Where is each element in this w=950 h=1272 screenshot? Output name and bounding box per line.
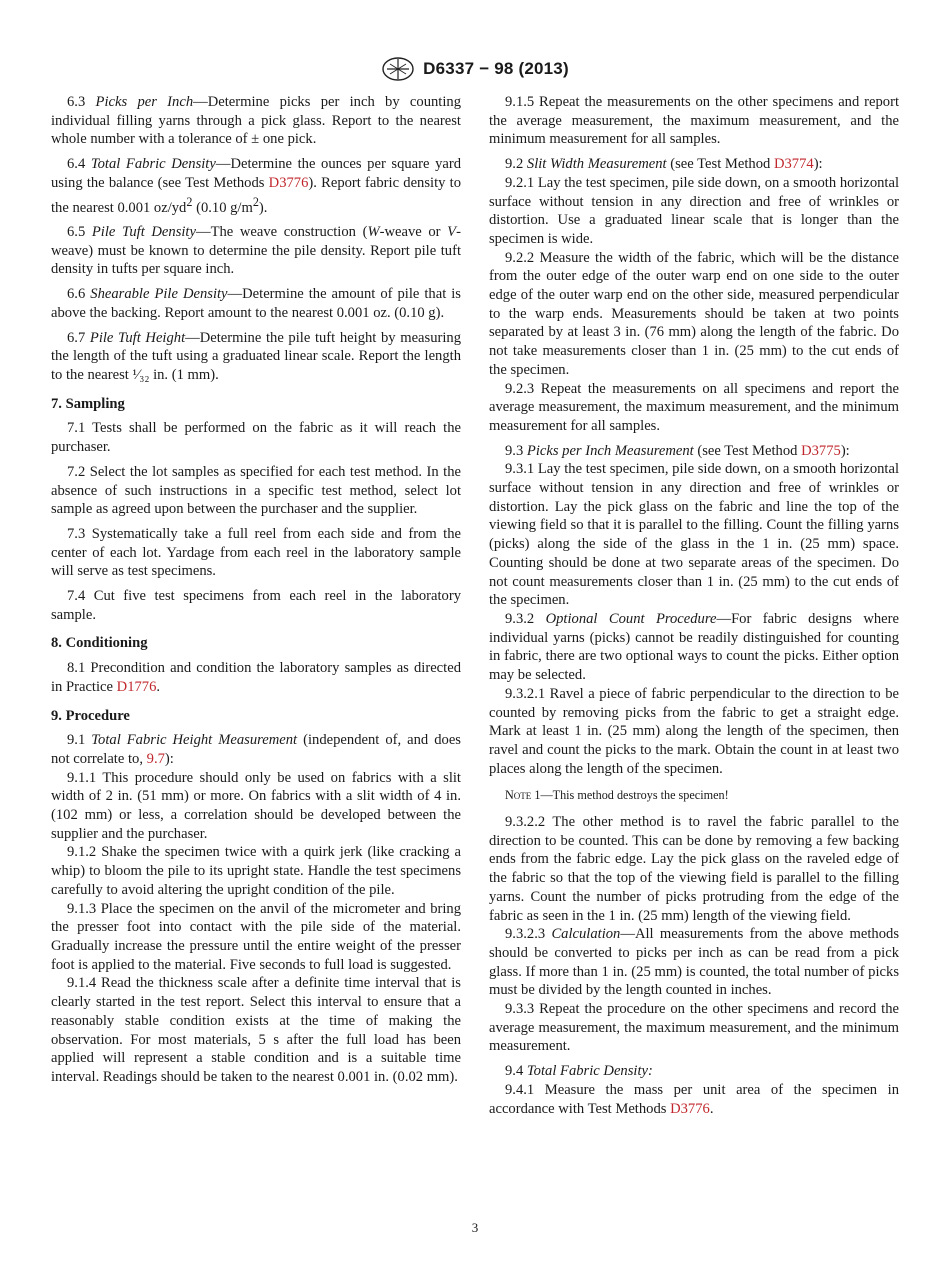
para-8-1: 8.1 Precondition and condition the laboratory samples as directed in Practice D1776. — [51, 660, 461, 695]
para-9-3-2: 9.3.2 Optional Count Procedure—For fabric designs where individual yarns (picks) cannot be readily distinguished for counting in fabric, there are two optional ways to count the picks. Either option may be selected. — [489, 610, 899, 684]
para-9-1-5: 9.1.5 Repeat the measurements on the other specimens and report the average measurement, the maximum measurement, and the minimum measurement for all samples. — [489, 94, 899, 148]
ref-link-d3776[interactable]: D3776 — [268, 174, 309, 191]
section-heading-7: 7. Sampling — [51, 395, 125, 412]
document-id: D6337 − 98 (2013) — [423, 59, 569, 78]
ref-link-d3776-2[interactable]: D3776 — [670, 1100, 710, 1117]
para-9-2: 9.2 Slit Width Measurement (see Test Method D3774): — [505, 156, 823, 173]
note-1: Note 1—This method destroys the specimen! — [505, 788, 729, 803]
ref-link-d3774[interactable]: D3774 — [773, 156, 814, 173]
para-9-1-1: 9.1.1 This procedure should only be used on fabrics with a slit width of 2 in. (51 mm) or more. On fabrics with a slit width of 4 in. (102 mm) or less, a correlation should be developed between the supplier and the purchaser. — [51, 769, 461, 842]
para-6-6: 6.6 Shearable Pile Density—Determine the amount of pile that is above the backing. Report amount to the nearest 0.001 oz. (0.10 g). — [51, 286, 461, 321]
para-6-7: 6.7 Pile Tuft Height—Determine the pile tuft height by measuring the length of the tuft using a graduated linear scale. Report the length to the nearest ¹⁄₃₂ in. (1 mm). — [51, 329, 462, 383]
ref-link-d3775[interactable]: D3775 — [801, 442, 841, 459]
para-6-4: 6.4 Total Fabric Density—Determine the ounces per square yard using the balance (see Test Methods D3776). Report fabric density to the nearest 0.001 $oz/yd^2$ (0.10 $g/m^2$). — [51, 156, 462, 216]
para-9-4-1: 9.4.1 Measure the mass per unit area of the specimen in accordance with Test Methods D3776. — [489, 1081, 899, 1117]
para-9-1: 9.1 Total Fabric Height Measurement (independent of, and does not correlate to, 9.7): — [51, 732, 461, 767]
para-9-3-2-1: 9.3.2.1 Ravel a piece of fabric perpendicular to the direction to be counted by removing picks from the fabric to get a straight edge. Mark at least 1 in. (25 mm) along the length of the specimen, then ravel and count the picks to the mark. Obtain the count in at least two places along the length of the specimen. — [489, 685, 899, 777]
astm-logo — [381, 56, 415, 82]
page-header — [0, 56, 950, 87]
para-6-3: 6.3 Picks per Inch—Determine picks per inch by counting individual filling yarns through a pick glass. Report to the nearest whole number with a tolerance of ± one pick. — [51, 94, 461, 148]
right-column — [489, 93, 899, 1118]
section-heading-9: 9. Procedure — [51, 707, 130, 724]
para-9-2-1: 9.2.1 Lay the test specimen, pile side down, on a smooth horizontal surface without tension in any direction and free of wrinkles or distortion. Use a graduated linear scale that is longer than the specimen is wide. — [489, 174, 899, 247]
para-9-3: 9.3 Picks per Inch Measurement (see Test Method D3775): — [505, 442, 850, 459]
page-number: 3 — [471, 1220, 479, 1235]
para-9-3-1: 9.3.1 Lay the test specimen, pile side down, on a smooth horizontal surface without tension in any direction and free of wrinkles or distortion. Lay the pick glass on the fabric and line the top of the viewing field so that it is parallel to the filling. Count the filling yarns (picks) along the side of the glass in the 1 in. (25 mm) space. Counting should be done at two separate areas of the specimen. Do not count measurements closer than 1 in. (25 mm) to the cut ends of the specimen. — [489, 461, 899, 609]
para-9-2-2: 9.2.2 Measure the width of the fabric, which will be the distance from the outer edge of the outer warp end on one side to the outer edge of the outer warp end on the other side, measured perpendicular to the warp ends. Measurements should be taken at two points separated by at least 3 in. (76 mm) along the length of the fabric. Do not take measurements closer than 1 in. (25 mm) to the cut ends of the specimen. — [489, 249, 899, 378]
section-heading-8: 8. Conditioning — [51, 635, 148, 652]
para-9-1-3: 9.1.3 Place the specimen on the anvil of the micrometer and bring the presser foot into contact with the pile side of the material. Gradually increase the pressure until the entire weight of the presser foot is applied to the material. Five seconds to full load is suggested. — [51, 900, 461, 973]
para-9-4: 9.4 Total Fabric Density: — [505, 1063, 653, 1080]
para-9-2-3: 9.2.3 Repeat the measurements on all specimens and report the average measurement, the maximum measurement, and the minimum measurement for all samples. — [489, 380, 899, 434]
ref-link-9-7[interactable]: 9.7 — [146, 750, 165, 767]
para-6-5: 6.5 Pile Tuft Density—The weave construction (W-weave or V-weave) must be known to determine the pile density. Report pile tuft density in tufts per square inch. — [51, 224, 461, 278]
para-7-4: 7.4 Cut five test specimens from each reel in the laboratory sample. — [51, 588, 461, 623]
para-9-1-4: 9.1.4 Read the thickness scale after a definite time interval that is clearly started in the test report. Select this interval to ensure that a reasonably stable condition exists at the time of making the observation. For most materials, 5 s after the full load has been applied will represent a stable condition and is a suitable time interval. Readings should be taken to the nearest 0.001 in. (0.02 mm). — [51, 975, 461, 1085]
para-9-3-2-2: 9.3.2.2 The other method is to ravel the fabric parallel to the direction to be counted. This can be done by removing a few backing ends from the fabric edge. Lay the pick glass on the raveled edge of the fabric so that the top of the viewing field is parallel to the filling yarns. Count the number of picks protruding from the edge of the fabric as seen in the 1 in. (25 mm) length of the viewing field. — [489, 814, 899, 924]
left-column — [51, 93, 461, 1087]
ref-link-d1776[interactable]: D1776 — [116, 678, 157, 695]
para-7-2: 7.2 Select the lot samples as specified for each test method. In the absence of such instructions in a specific test method, select lot sample as agreed upon between the purchaser and the supplier. — [51, 463, 461, 518]
para-7-3: 7.3 Systematically take a full reel from each side and from the center of each lot. Yardage from each reel in the laboratory sample will serve as test specimens. — [51, 525, 461, 580]
para-9-3-3: 9.3.3 Repeat the procedure on the other specimens and record the average measurement, the maximum measurement, and the minimum measurement. — [489, 1001, 899, 1055]
para-9-1-2: 9.1.2 Shake the specimen twice with a quirk jerk (like cracking a whip) to bloom the pile to its upright state. Handle the test specimens carefully to avoid altering the upright condition of the pile. — [51, 844, 461, 898]
para-9-3-2-3: 9.3.2.3 Calculation—All measurements from the above methods should be converted to picks per inch as can be read from a pick glass. If more than 1 in. (25 mm) is counted, the total number of picks must be divided by the length counted in inches. — [489, 926, 899, 999]
para-7-1: 7.1 Tests shall be performed on the fabric as it will reach the purchaser. — [51, 420, 461, 456]
